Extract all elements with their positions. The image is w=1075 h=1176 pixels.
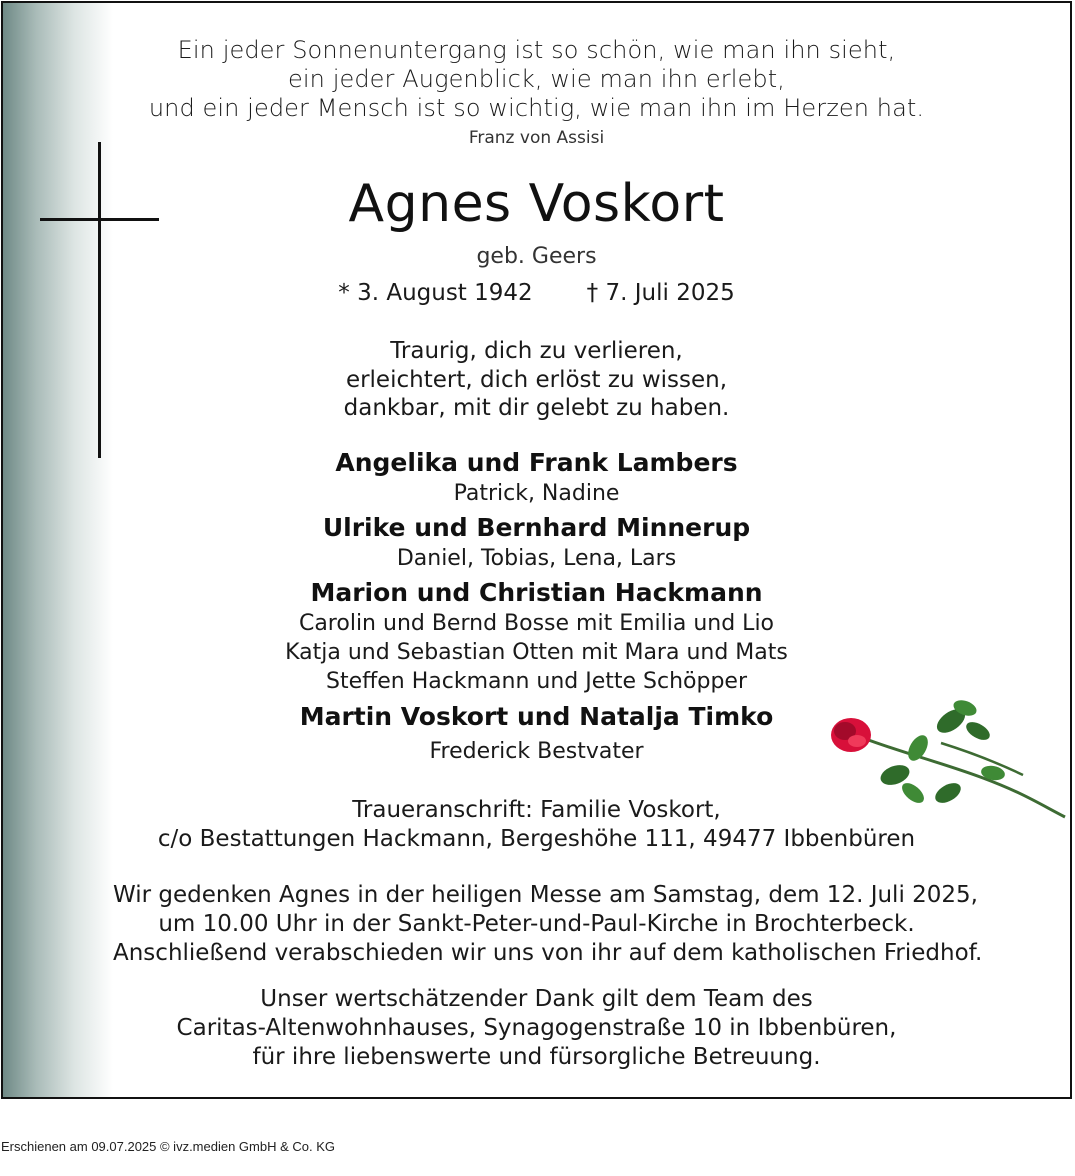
thanks-line: Caritas-Altenwohnhauses, Synagogenstraße 10 in Ibbenbüren, (176, 1015, 897, 1041)
family-group (113, 447, 960, 508)
family-member: Steffen Hackmann und Jette Schöpper (325, 669, 748, 694)
family-member: Frederick Bestvater (429, 739, 644, 764)
quote-author: Franz von Assisi (468, 128, 605, 148)
family-member: Carolin und Bernd Bosse mit Emilia und Lio (298, 611, 775, 636)
quote-line: und ein jeder Mensch ist so wichtig, wie man ihn im Herzen hat. (148, 94, 925, 122)
death-date: † 7. Juli 2025 (586, 280, 735, 306)
address-line: Traueranschrift: Familie Voskort, (352, 797, 721, 823)
birth-name: geb. Geers (476, 244, 597, 269)
publication-footer: Erschienen am 09.07.2025 © ivz.medien GmbH & Co. KG (1, 1139, 336, 1154)
mourning-address (113, 796, 960, 854)
life-dates (113, 278, 960, 308)
family-member: Katja und Sebastian Otten mit Mara und Mats (285, 640, 788, 665)
family-group (113, 512, 960, 573)
mass-notice (113, 881, 983, 968)
poem-line: erleichtert, dich erlöst zu wissen, (345, 366, 728, 393)
side-shading (3, 3, 113, 1097)
family-head: Marion und Christian Hackmann (310, 578, 763, 607)
mass-line: Anschließend verabschieden wir uns von ihr auf dem katholischen Friedhof. (113, 940, 983, 966)
thanks-line: Unser wertschätzender Dank gilt dem Team des (260, 986, 813, 1012)
family-head: Angelika und Frank Lambers (335, 448, 738, 477)
mass-line: Wir gedenken Agnes in der heiligen Messe am Samstag, dem 12. Juli 2025, (113, 882, 978, 908)
quote (113, 36, 960, 123)
family-group (113, 577, 960, 696)
poem-line: Traurig, dich zu verlieren, (390, 338, 683, 364)
family-member: Daniel, Tobias, Lena, Lars (396, 546, 677, 571)
birth-date: * 3. August 1942 (338, 280, 533, 306)
mass-line: um 10.00 Uhr in der Sankt-Peter-und-Paul-Kirche in Brochterbeck. (158, 911, 915, 937)
thanks-notice (113, 985, 960, 1072)
address-line: c/o Bestattungen Hackmann, Bergeshöhe 111, 49477 Ibbenbüren (157, 826, 916, 852)
family-head: Ulrike und Bernhard Minnerup (322, 513, 751, 542)
poem (113, 337, 960, 423)
poem-line: dankbar, mit dir gelebt zu haben. (343, 395, 730, 421)
family-head: Martin Voskort und Natalja Timko (299, 702, 774, 731)
quote-line: Ein jeder Sonnenuntergang ist so schön, wie man ihn sieht, (177, 36, 896, 64)
thanks-line: für ihre liebenswerte und fürsorgliche Betreuung. (252, 1044, 821, 1070)
quote-line: ein jeder Augenblick, wie man ihn erlebt, (288, 65, 785, 93)
family-member: Patrick, Nadine (453, 481, 620, 506)
obituary-notice (1, 1, 1072, 1099)
cross-icon (98, 142, 101, 458)
deceased-name: Agnes Voskort (348, 174, 725, 234)
